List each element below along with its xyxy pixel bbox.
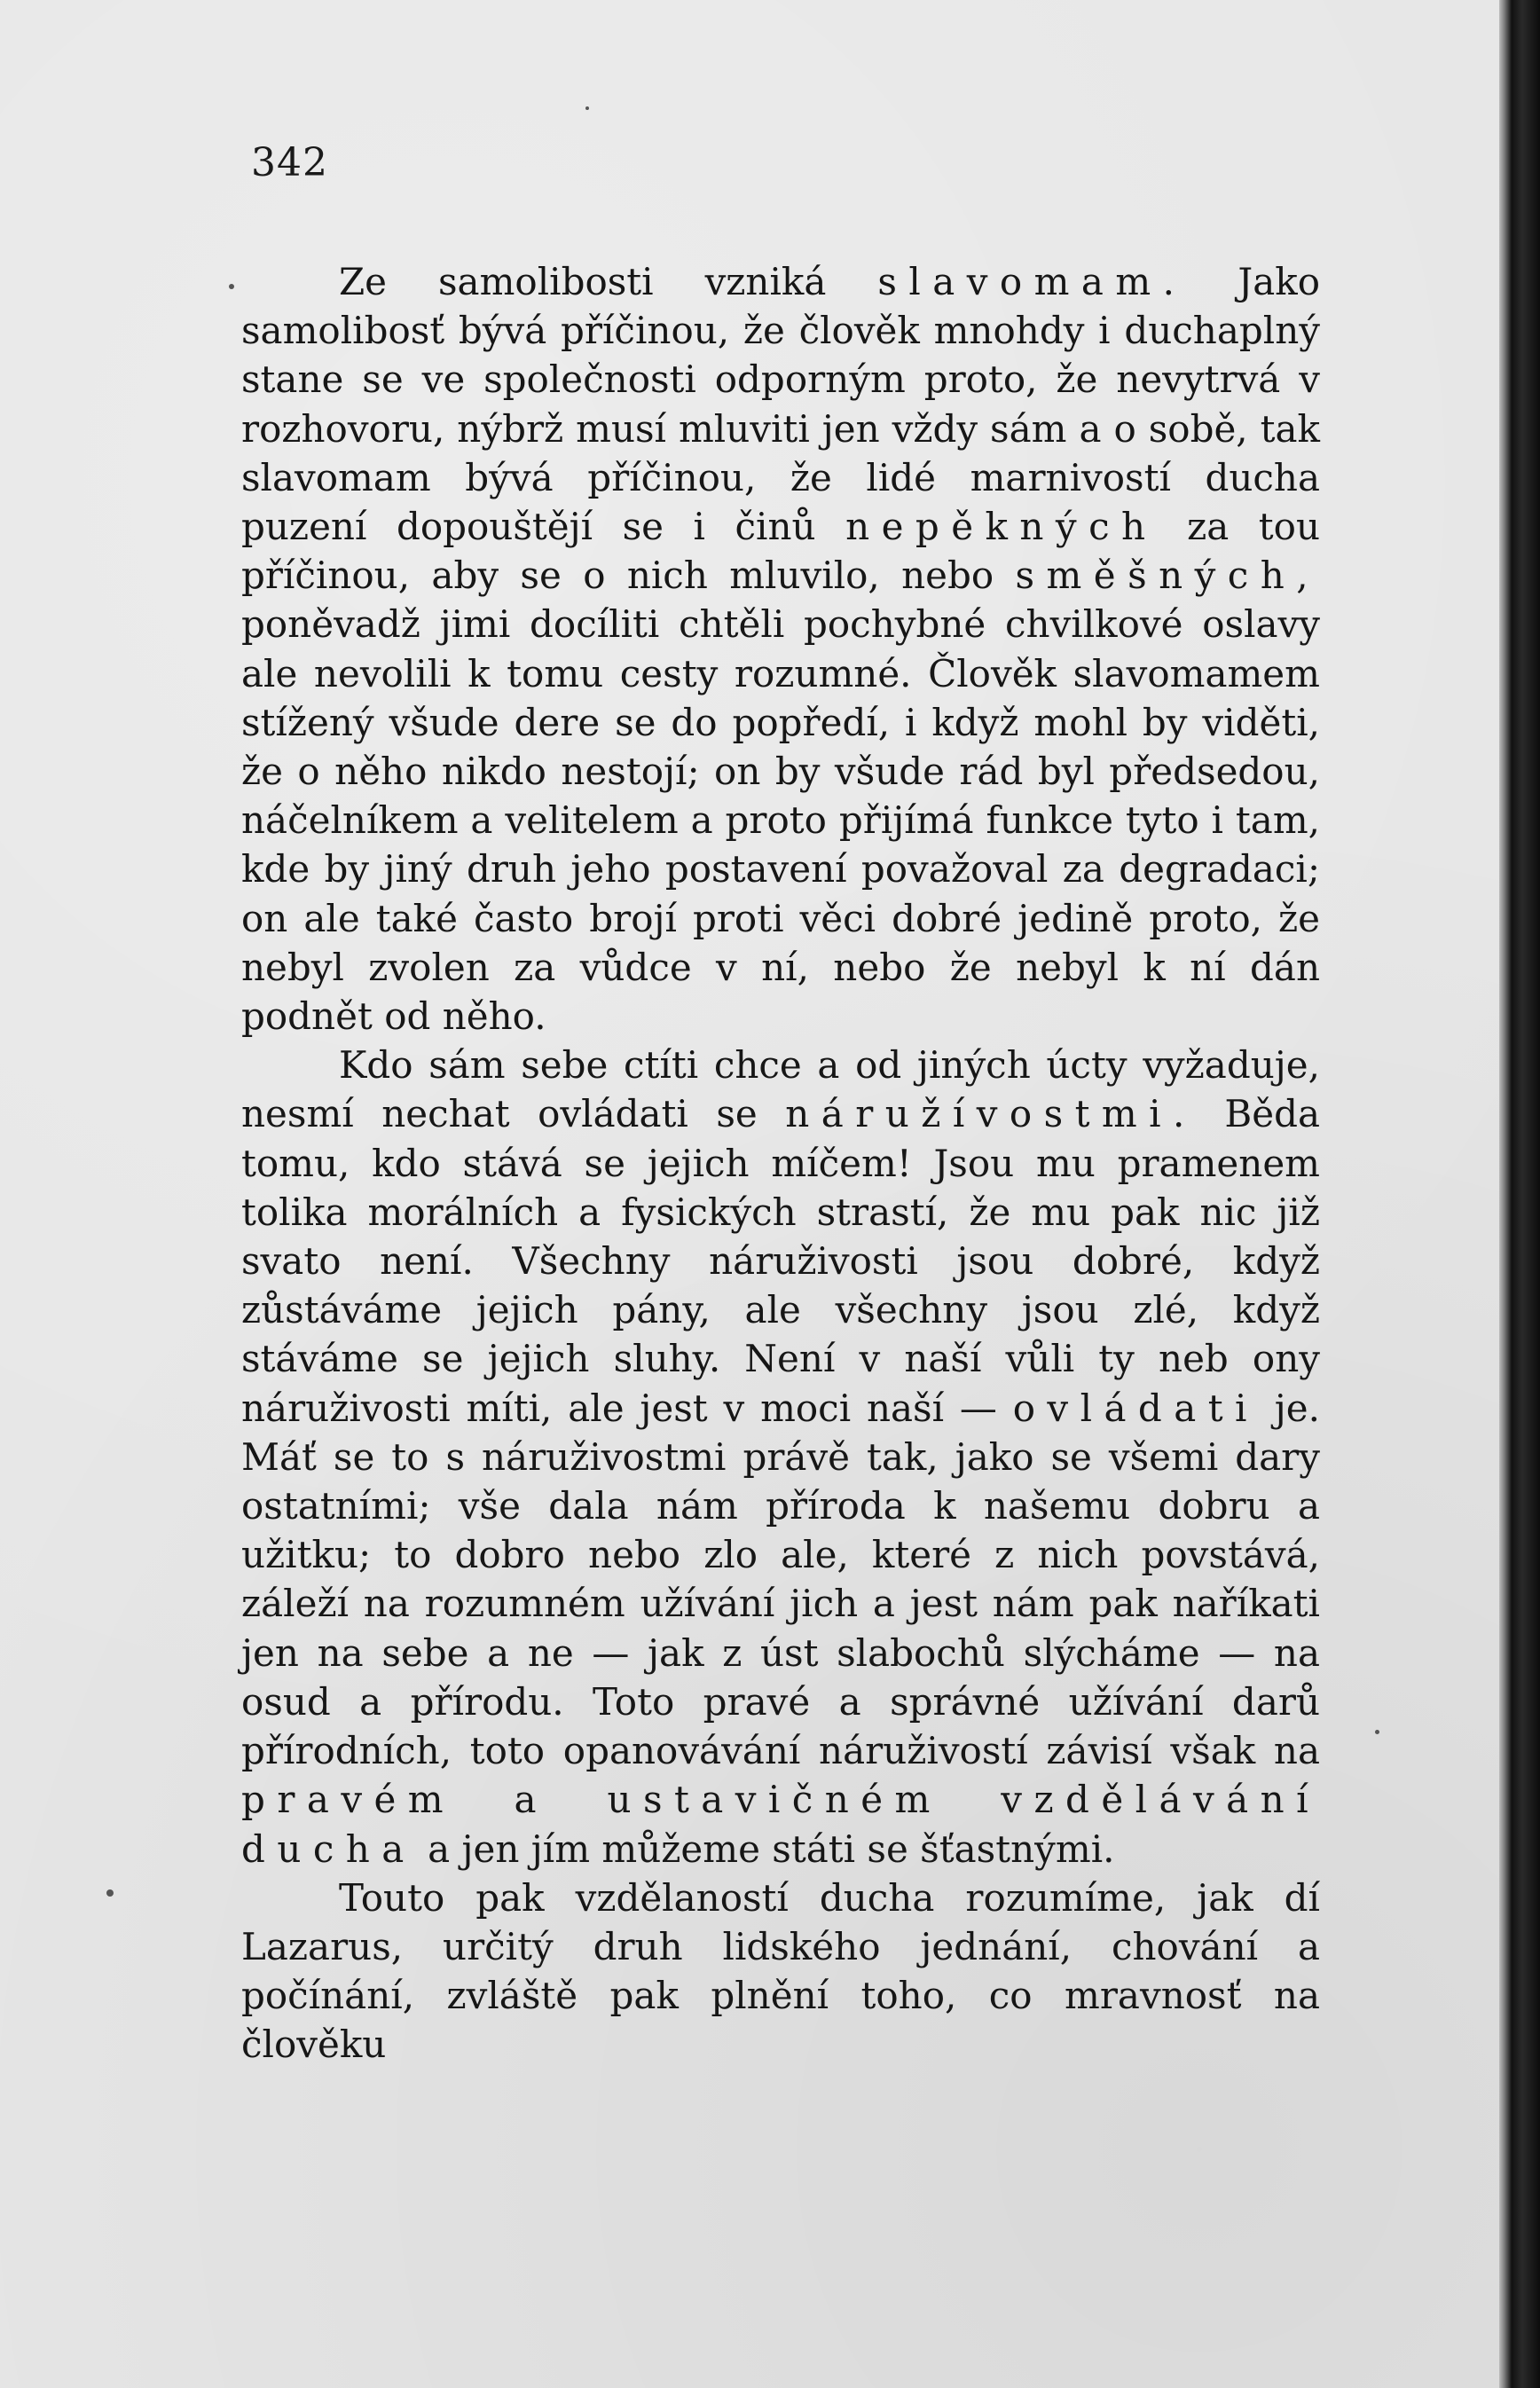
text-segment: a jen jím můžeme státi se šťastnými. <box>415 1826 1115 1871</box>
text-segment: Touto pak vzdělaností ducha rozumíme, jak dí Lazarus, určitý druh lidského jednání, chování a počínání, zvláště pak plnění toho, co mravnosť na člověku <box>241 1875 1320 2067</box>
emphasized-text: slavomam. <box>877 260 1187 303</box>
emphasized-text: náružívostmi. <box>785 1092 1197 1136</box>
emphasized-text: pravém a ustavičném vzdělávání ducha <box>241 1778 1320 1871</box>
emphasized-text: ovládati <box>1012 1386 1259 1430</box>
text-segment: Jako samolibosť bývá příčinou, že člověk mnohdy i duchaplný stane se ve společnosti odporným proto, že nevytrvá v rozhovoru, nýbrž musí mluviti jen vždy sám a o sobě, tak slavomam bývá příčinou, že lidé marnivostí ducha puzení dopouštějí se i činů <box>241 260 1320 549</box>
paper-speck <box>1375 1730 1379 1734</box>
text-segment: poněvadž jimi docíliti chtěli pochybné chvilkové oslavy ale nevolili k tomu cesty rozumné. Člověk slavomamem stížený všude dere se do popředí, i když mohl by viděti, že o něho nikdo nestojí; on by všude rád byl předsedou, náčelníkem a velitelem a proto přijímá funkce tyto i tam, kde by jiný druh jeho postavení považoval za degradaci; on ale také často brojí proti věci dobré jedině proto, že nebyl zvolen za vůdce v ní, nebo že nebyl k ní dán podnět od něho. <box>241 602 1320 1039</box>
paper-speck <box>585 106 589 110</box>
text-segment: je. Máť se to s náruživostmi právě tak, jako se všemi dary ostatními; vše dala nám příroda k našemu dobru a užitku; to dobro nebo zlo ale, které z nich povstává, záleží na rozumném užívání jich a jest nám pak naříkati jen na sebe a ne — jak z úst slabochů slýcháme — na osud a přírodu. Toto pravé a správné užívání darů přírodních, toto opanovávání náruživostí závisí však na <box>241 1386 1320 1773</box>
paragraph-vanity <box>241 257 1320 1041</box>
text-segment: Kdo sám sebe ctíti chce a od jiných úcty vyžaduje, nesmí nechat ovládati se <box>241 1043 1320 1136</box>
body-text <box>241 257 1320 2070</box>
text-segment: Ze samolibosti vzniká <box>339 260 878 303</box>
paragraph-education <box>241 1873 1320 2070</box>
book-binding-edge <box>1499 0 1540 2388</box>
paper-speck <box>229 284 234 289</box>
text-segment: Běda tomu, kdo stává se jejich míčem! Jsou mu pramenem tolika morálních a fysických strastí, že mu pak nic již svato není. Všechny náruživosti jsou dobré, když zůstáváme jejich pány, ale všechny jsou zlé, když stáváme se jejich sluhy. Není v naší vůli ty neb ony náruživosti míti, ale jest v moci naší — <box>241 1092 1320 1430</box>
emphasized-text: směšných, <box>1015 554 1320 598</box>
page-number: 342 <box>251 140 328 185</box>
text-segment: za tou příčinou, aby se o nich mluvilo, nebo <box>241 505 1320 598</box>
paragraph-passions <box>241 1041 1320 1873</box>
emphasized-text: nepěkných <box>845 505 1158 549</box>
paper-speck <box>106 1889 114 1897</box>
